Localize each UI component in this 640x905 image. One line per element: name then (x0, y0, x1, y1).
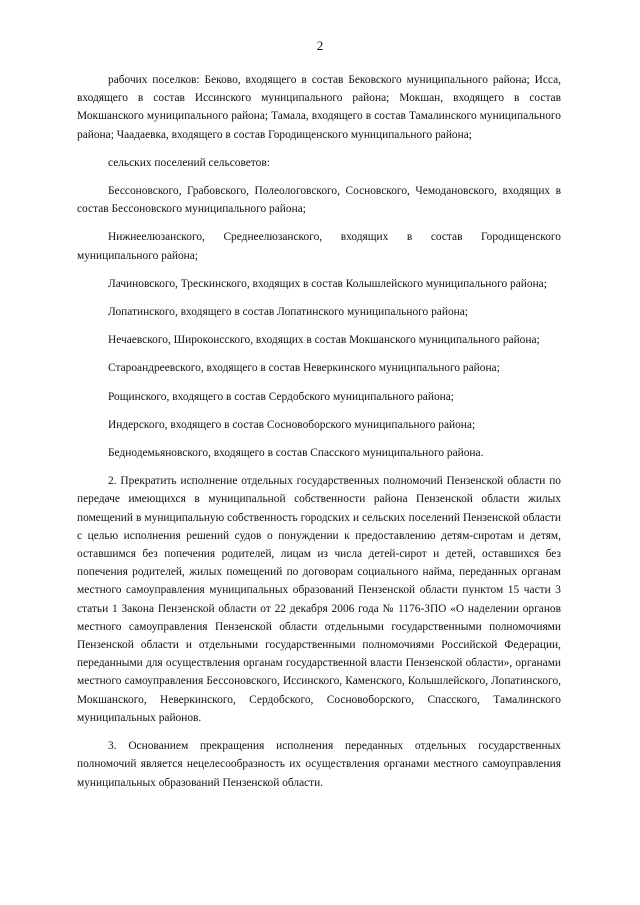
paragraph-serdobsky: Рощинского, входящего в состав Сердобского муниципального района; (108, 390, 454, 403)
paragraph-neverkinsky: Староандреевского, входящего в состав Неверкинского муниципального района; (108, 362, 500, 375)
paragraph-gorodishchensky: Нижнеелюзанского, Среднеелюзанского, входящих в состав Городищенского муниципального района; (77, 231, 561, 262)
paragraph-clause-3: 3. Основанием прекращения исполнения переданных отдельных государственных полномочий является нецелесообразность их осуществления органами местного самоуправления муниципальных образований Пензенской области. (77, 740, 561, 789)
paragraph-mokshansky: Нечаевского, Широкоисского, входящих в состав Мокшанского муниципального района; (108, 334, 540, 347)
document-body (77, 71, 561, 792)
paragraph-kolyshleysky: Лачиновского, Трескинского, входящих в состав Колышлейского муниципального района; (108, 277, 547, 290)
paragraph-clause-2: 2. Прекратить исполнение отдельных государственных полномочий Пензенской области по передаче имеющихся в муниципальной собственности района Пензенской области жилых помещений в муниципальную собственность городских и сельских поселений Пензенской области с целью исполнения решений судов о понуждении к предоставлению детям-сиротам и детям, оставшимся без попечения родителей, лицам из числа детей-сирот и детей, оставшихся без попечения родителей, жилых помещений по договорам социального найма, переданных органам местного самоуправления муниципальных образований Пензенской области пунктом 15 части 3 статьи 1 Закона Пензенской области от 22 декабря 2006 года № 1176-ЗПО «О наделении органов местного самоуправления Пензенской области отдельными государственными полномочиями Пензенской области и отдельными государственными полномочиями Российской Федерации, переданными для осуществления органам государственной власти Пензенской области», органами местного самоуправления Бессоновского, Иссинского, Каменского, Колышлейского, Лопатинского, Мокшанского, Неверкинского, Сердобского, Сосновоборского, Спасского, Тамалинского муниципальных районов. (77, 475, 561, 724)
paragraph-sosnovoborsky: Индерского, входящего в состав Сосновоборского муниципального района; (108, 418, 476, 431)
paragraph-rural-settlements-heading: сельских поселений сельсоветов: (108, 156, 270, 169)
paragraph-bessonovsky: Бессоновского, Грабовского, Полеологовского, Сосновского, Чемодановского, входящих в состав Бессоновского муниципального района; (77, 185, 561, 216)
paragraph-work-settlements: рабочих поселков: Беково, входящего в состав Бековского муниципального района; Исса, входящего в состав Иссинского муниципального района; Мокшан, входящего в состав Мокшанского муниципального района; Тамала, входящего в состав Тамалинского муниципального района; Чаадаевка, входящего в состав Городищенского муниципального района; (77, 74, 561, 141)
page-number: 2 (316, 38, 324, 53)
paragraph-spassky: Беднодемьяновского, входящего в состав Спасского муниципального района. (108, 447, 484, 460)
paragraph-lopatinsky: Лопатинского, входящего в состав Лопатинского муниципального района; (108, 306, 468, 319)
